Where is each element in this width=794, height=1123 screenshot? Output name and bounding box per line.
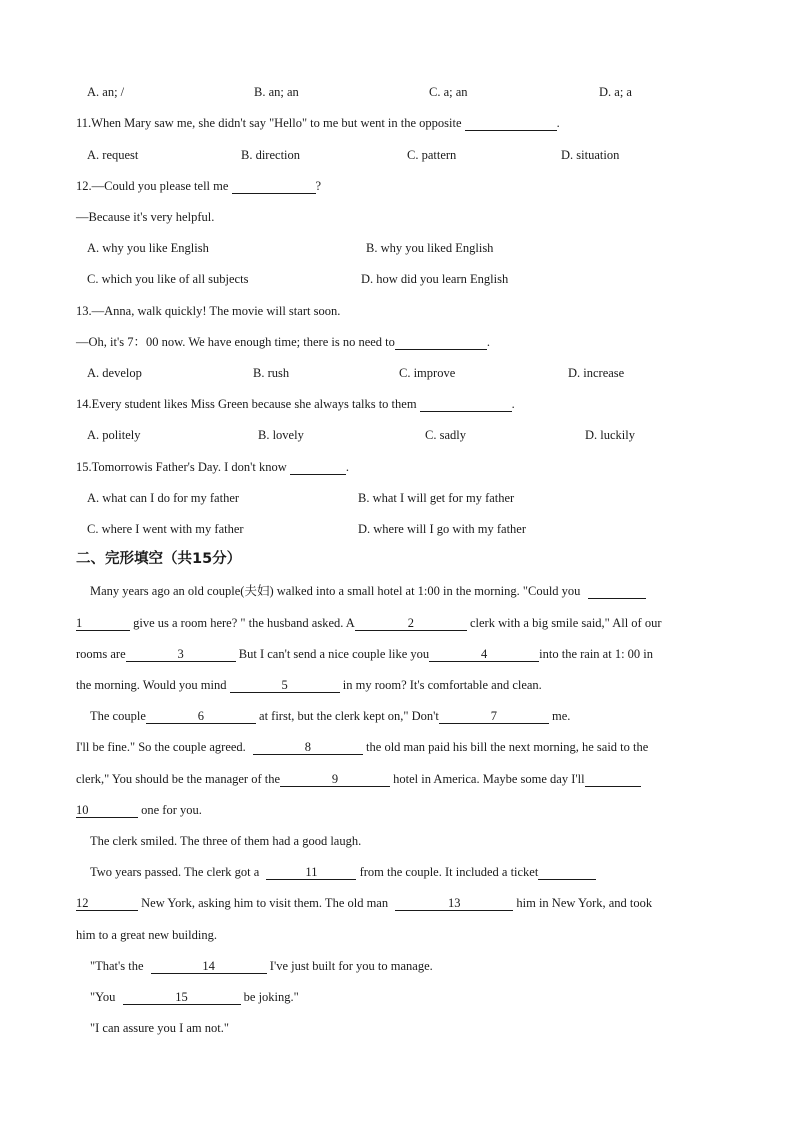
passage-line-9: The clerk smiled. The three of them had a good laugh. [90, 834, 362, 848]
passage-text: clerk with a big smile said," All of our [469, 616, 662, 630]
passage-text: into the rain at 1: 00 in [539, 647, 654, 661]
passage-line-14 [90, 989, 299, 1005]
q10-option-a: A. an; / [87, 85, 125, 99]
passage-line-12: him to a great new building. [76, 928, 217, 942]
q15-stem-text: 15.Tomorrowis Father's Day. I don't know [76, 460, 287, 474]
passage-line-6 [76, 739, 648, 755]
q14-option-d: D. luckily [585, 428, 635, 442]
blank-4: 4 [429, 647, 539, 662]
passage-text: "You [90, 990, 116, 1004]
q12-blank [232, 179, 316, 194]
passage-text: be joking." [243, 990, 299, 1004]
passage-text: the morning. Would you mind [76, 678, 227, 692]
passage-line-8 [76, 802, 202, 818]
passage-text: Two years passed. The clerk got a [90, 865, 260, 879]
q13-blank [395, 335, 487, 350]
blank-13: 13 [395, 896, 513, 911]
blank-trail [585, 772, 641, 787]
passage-text: The couple [90, 709, 146, 723]
passage-line-4 [76, 677, 542, 693]
q11-stem-text: 11.When Mary saw me, she didn't say "Hello" to me but went in the opposite [76, 116, 462, 130]
q11-option-d: D. situation [561, 148, 620, 162]
blank-11: 11 [266, 865, 356, 880]
q11-stem [76, 115, 560, 131]
q14-stem-text: 14.Every student likes Miss Green because she always talks to them [76, 397, 417, 411]
passage-line-13 [90, 958, 433, 974]
passage-text: I'll be fine." So the couple agreed. [76, 740, 246, 754]
blank-14: 14 [151, 959, 267, 974]
blank-3: 3 [126, 647, 236, 662]
q15-blank [290, 460, 346, 475]
q14-blank [420, 397, 512, 412]
q15-option-b: B. what I will get for my father [358, 491, 515, 505]
passage-text: him in New York, and took [516, 896, 653, 910]
blank-6: 6 [146, 709, 256, 724]
passage-text: hotel in America. Maybe some day I'll [393, 772, 585, 786]
q12-option-d: D. how did you learn English [361, 272, 509, 286]
q12-stem-end: ? [315, 179, 322, 193]
passage-line-15: "I can assure you I am not." [90, 1021, 229, 1035]
q14-option-c: C. sadly [425, 428, 466, 442]
passage-text: give us a room here? " the husband asked. A [133, 616, 355, 630]
q13-option-b: B. rush [253, 366, 290, 380]
q10-option-b: B. an; an [254, 85, 299, 99]
q14-stem-end: . [511, 397, 515, 411]
q13-option-c: C. improve [399, 366, 456, 380]
q13-option-d: D. increase [568, 366, 625, 380]
q15-option-d: D. where will I go with my father [358, 522, 527, 536]
blank-8: 8 [253, 740, 363, 755]
passage-text: New York, asking him to visit them. The old man [141, 896, 389, 910]
passage-line-5 [90, 708, 570, 724]
q12-option-a: A. why you like English [87, 241, 209, 255]
q11-option-a: A. request [87, 148, 139, 162]
passage-text: But I can't send a nice couple like you [238, 647, 430, 661]
passage-line-10 [90, 864, 596, 880]
passage-line-2 [76, 615, 662, 631]
q14-stem [76, 396, 515, 412]
q10-option-c: C. a; an [429, 85, 468, 99]
passage-line-7 [76, 771, 641, 787]
q12-reply: —Because it's very helpful. [76, 210, 215, 224]
blank-1: 1 [76, 616, 130, 631]
q15-stem [76, 459, 349, 475]
q11-stem-end: . [556, 116, 560, 130]
blank-10: 10 [76, 803, 138, 818]
q12-stem [76, 178, 321, 194]
q15-stem-end: . [345, 460, 350, 474]
q12-option-b: B. why you liked English [366, 241, 494, 255]
blank-lead [588, 584, 646, 599]
passage-text: clerk," You should be the manager of the [76, 772, 281, 786]
q14-option-b: B. lovely [258, 428, 304, 442]
blank-9: 9 [280, 772, 390, 787]
passage-line-1 [90, 583, 646, 599]
q11-blank [465, 116, 557, 131]
q12-option-c: C. which you like of all subjects [87, 272, 249, 286]
passage-text: from the couple. It included a ticket [359, 865, 539, 879]
passage-text: the old man paid his bill the next morning, he said to the [366, 740, 649, 754]
q15-option-a: A. what can I do for my father [87, 491, 240, 505]
passage-text: in my room? It's comfortable and clean. [342, 678, 542, 692]
q13-option-a: A. develop [87, 366, 142, 380]
q14-option-a: A. politely [87, 428, 141, 442]
passage-text: me. [552, 709, 571, 723]
blank-15: 15 [123, 990, 241, 1005]
passage-line-11 [76, 895, 652, 911]
passage-text: at first, but the clerk kept on," Don't [259, 709, 439, 723]
passage-text: Many years ago an old couple(夫妇) walked into a small hotel at 1:00 in the morning. "Could you [90, 584, 581, 598]
blank-5: 5 [230, 678, 340, 693]
q15-option-c: C. where I went with my father [87, 522, 244, 536]
passage-line-3 [76, 646, 653, 662]
q10-option-d: D. a; a [599, 85, 632, 99]
q13-reply-end: . [486, 335, 491, 349]
blank-2: 2 [355, 616, 467, 631]
blank-trail-2 [538, 865, 596, 880]
q11-option-b: B. direction [241, 148, 301, 162]
section-heading: 二、完形填空（共15分） [76, 551, 242, 567]
q13-reply-text: —Oh, it's 7：00 now. We have enough time; there is no need to [76, 335, 395, 349]
q13-reply [76, 334, 490, 350]
q13-stem: 13.—Anna, walk quickly! The movie will start soon. [76, 304, 341, 318]
blank-12: 12 [76, 896, 138, 911]
q11-option-c: C. pattern [407, 148, 457, 162]
passage-text: "That's the [90, 959, 144, 973]
q12-stem-text: 12.—Could you please tell me [76, 179, 229, 193]
passage-text: I've just built for you to manage. [269, 959, 433, 973]
passage-text: rooms are [76, 647, 126, 661]
blank-7: 7 [439, 709, 549, 724]
passage-text: one for you. [141, 803, 202, 817]
